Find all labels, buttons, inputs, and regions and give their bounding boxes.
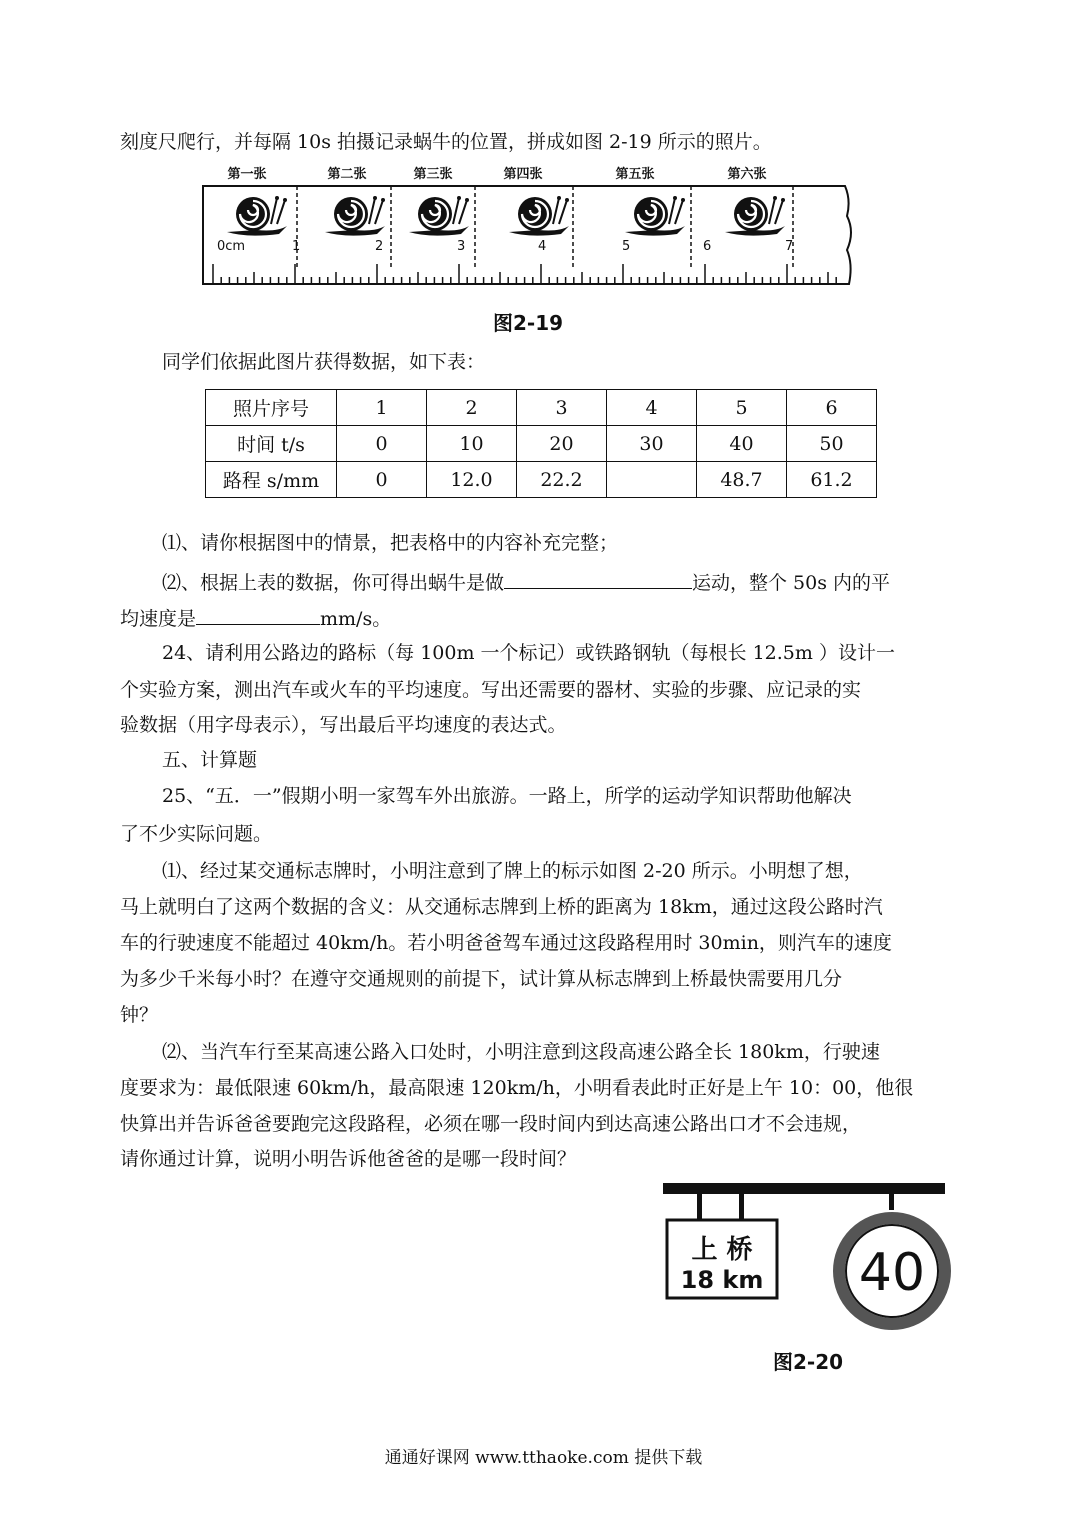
problem-24-line-1: 24、请利用公路边的路标（每 100m 一个标记）或铁路钢轨（每根长 12.5m ）设计一 [162, 642, 895, 664]
problem-25-2-line-4: 请你通过计算，说明小明告诉他爸爸的是哪一段时间？ [120, 1148, 577, 1170]
ruler-number: 7 [785, 239, 794, 254]
ruler-number: 0cm [217, 239, 246, 254]
problem-25-1-line-3: 车的行驶速度不能超过 40km/h。若小明爸爸驾车通过这段路程用时 30min，则汽车的速度 [120, 932, 892, 954]
answer-blank-speed[interactable] [196, 604, 320, 625]
snail-icon [509, 196, 569, 236]
snail-icon [625, 196, 685, 236]
table-cell: 2 [427, 390, 517, 426]
problem-25-1-line-5: 钟？ [120, 1004, 159, 1026]
ruler-number: 5 [622, 239, 631, 254]
problem-25-2-line-1: ⑵、当汽车行至某高速公路入口处时，小明注意到这段高速公路全长 180km，行驶速 [162, 1041, 880, 1063]
table-row [206, 462, 877, 498]
ruler-number: 4 [538, 239, 547, 254]
ruler-number: 2 [375, 239, 384, 254]
question-2-line-2 [120, 604, 970, 631]
figure-2-20 [655, 1178, 955, 1338]
table-cell: 0 [337, 462, 427, 498]
distance-sign-line-1: 上 桥 [691, 1235, 753, 1265]
table-row-header: 时间 t/s [206, 426, 337, 462]
table-cell: 6 [787, 390, 877, 426]
question-1: ⑴、请你根据图中的情景，把表格中的内容补充完整； [162, 532, 619, 554]
question-2-text-a: ⑵、根据上表的数据，你可得出蜗牛是做 [162, 572, 505, 594]
section-5-heading: 五、计算题 [162, 749, 258, 771]
table-cell: 20 [517, 426, 607, 462]
ruler-numbers [217, 239, 793, 254]
photo-label: 第六张 [727, 167, 767, 182]
problem-25-2-line-2: 度要求为：最低限速 60km/h，最高限速 120km/h，小明看表此时正好是上午 10：00，他很 [120, 1077, 914, 1099]
table-cell: 1 [337, 390, 427, 426]
table-cell: 0 [337, 426, 427, 462]
ruler-number: 1 [292, 239, 301, 254]
table-row [206, 390, 877, 426]
table-cell: 61.2 [787, 462, 877, 498]
snail-icon [409, 196, 469, 236]
table-cell [607, 462, 697, 498]
photo-label: 第一张 [227, 167, 267, 182]
photo-labels [227, 166, 766, 182]
question-2-line-1 [162, 568, 972, 595]
problem-25-1-line-2: 马上就明白了这两个数据的含义：从交通标志牌到上桥的距离为 18km，通过这段公路时汽 [120, 896, 883, 918]
photo-label: 第二张 [327, 167, 367, 182]
text-line-table-intro: 同学们依据此图片获得数据，如下表： [162, 351, 486, 373]
data-table [205, 389, 877, 498]
snail-icons [227, 196, 785, 236]
speed-limit-value: 40 [858, 1243, 926, 1303]
snail-icon [325, 196, 385, 236]
table-cell: 4 [607, 390, 697, 426]
table-cell: 5 [697, 390, 787, 426]
table-cell: 48.7 [697, 462, 787, 498]
snail-icon [227, 196, 287, 236]
table-row [206, 426, 877, 462]
problem-25-2-line-3: 快算出并告诉爸爸要跑完这段路程，必须在哪一段时间内到达高速公路出口才不会违规， [120, 1113, 862, 1135]
footer: 通通好课网 www.tthaoke.com 提供下载 [384, 1448, 703, 1468]
sign-support-bar [663, 1183, 945, 1194]
problem-25-line-2: 了不少实际问题。 [120, 823, 273, 845]
figure-2-19-caption: 图2-19 [493, 311, 564, 335]
question-2-text-b: 运动，整个 50s 内的平 [692, 572, 891, 594]
figure-2-19 [195, 160, 865, 290]
ruler-number: 6 [703, 239, 712, 254]
table-cell: 30 [607, 426, 697, 462]
distance-sign-line-2: 18 km [680, 1266, 764, 1294]
problem-25-1-line-4: 为多少千米每小时？在遵守交通规则的前提下，试计算从标志牌到上桥最快需要用几分 [120, 968, 843, 990]
table-cell: 12.0 [427, 462, 517, 498]
table-cell: 3 [517, 390, 607, 426]
figure-2-20-caption: 图2-20 [773, 1350, 844, 1374]
table-cell: 40 [697, 426, 787, 462]
text-line-intro: 刻度尺爬行，并每隔 10s 拍摄记录蜗牛的位置，拼成如图 2-19 所示的照片。 [120, 131, 772, 153]
photo-label: 第三张 [413, 167, 453, 182]
question-2-text-d: mm/s。 [320, 608, 392, 630]
problem-25-line-1: 25、“五．一”假期小明一家驾车外出旅游。一路上，所学的运动学知识帮助他解决 [162, 785, 852, 807]
ruler-ticks [213, 264, 836, 284]
photo-label: 第四张 [503, 167, 543, 182]
question-2-text-c: 均速度是 [120, 608, 197, 630]
photo-label: 第五张 [615, 167, 655, 182]
problem-25-1-line-1: ⑴、经过某交通标志牌时，小明注意到了牌上的标示如图 2-20 所示。小明想了想， [162, 860, 863, 882]
answer-blank-motion[interactable] [504, 568, 692, 589]
ruler-number: 3 [457, 239, 466, 254]
table-row-header: 照片序号 [206, 390, 337, 426]
table-cell: 50 [787, 426, 877, 462]
problem-24-line-2: 个实验方案，测出汽车或火车的平均速度。写出还需要的器材、实验的步骤、应记录的实 [120, 679, 862, 701]
problem-24-line-3: 验数据（用字母表示），写出最后平均速度的表达式。 [120, 714, 567, 736]
table-row-header: 路程 s/mm [206, 462, 337, 498]
snail-icon [725, 196, 785, 236]
table-cell: 22.2 [517, 462, 607, 498]
table-cell: 10 [427, 426, 517, 462]
